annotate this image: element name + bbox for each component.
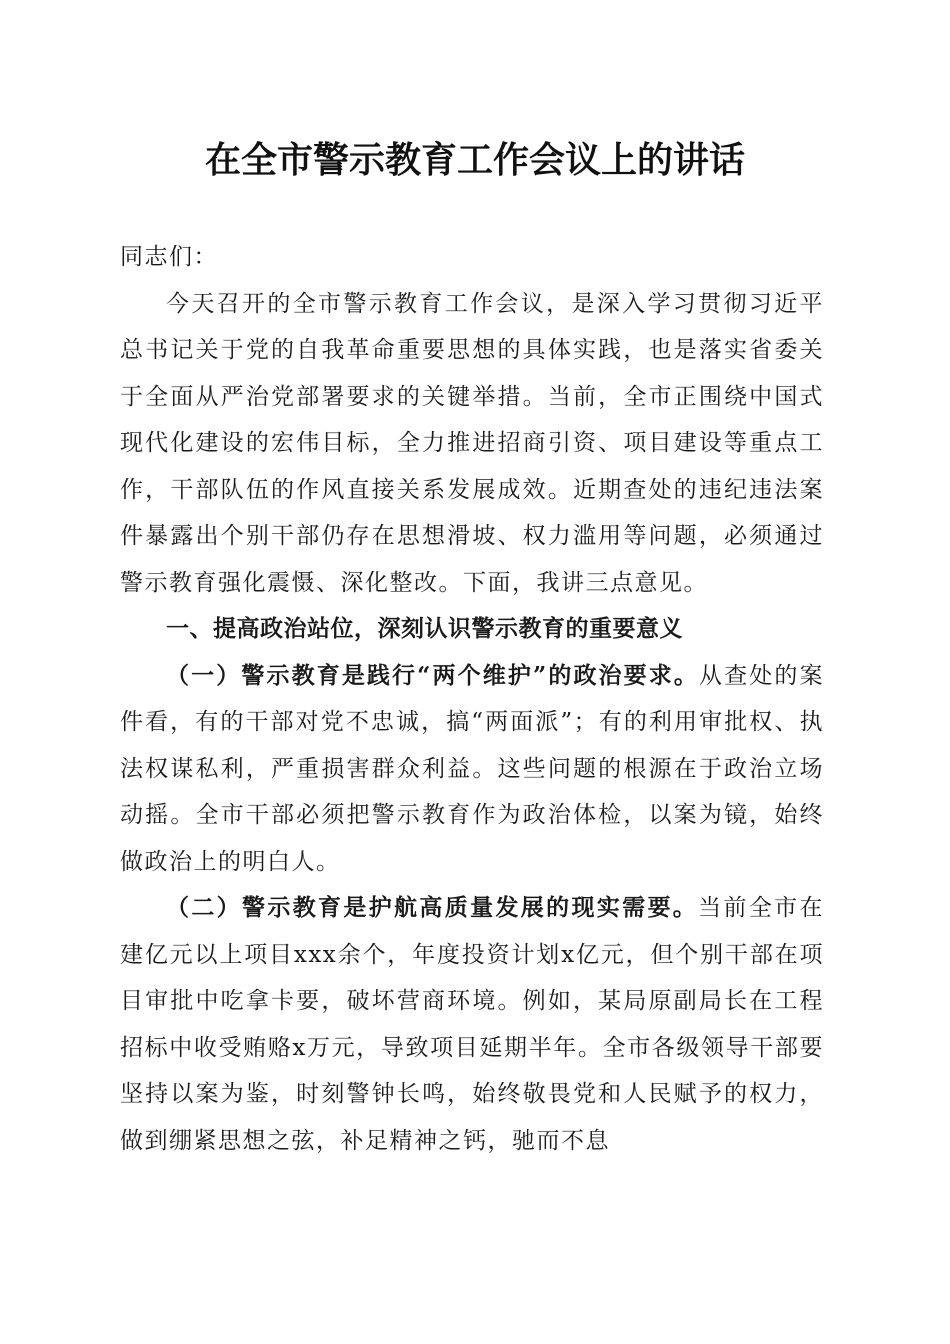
document-body: [120, 234, 824, 1164]
subsection-lead-1: （一）警示教育是践行“两个维护”的政治要求。: [166, 661, 700, 689]
salutation: 同志们：: [120, 244, 218, 270]
subsection-body-2: 当前全市在建亿元以上项目xxx余个，年度投资计划x亿元，但个别干部在项目审批中吃拿卡要，破坏营商环境。例如，某局原副局长在工程招标中收受贿赂x万元，导致项目延期半年。全市各级领导干部要坚持以案为鉴，时刻警钟长鸣，始终敬畏党和人民赋予的权力，做到绷紧思想之弦，补足精神之钙，驰而不息: [120, 895, 825, 1154]
subsection-body-1: 从查处的案件看，有的干部对党不忠诚，搞“两面派”；有的利用审批权、执法权谋私利，严重损害群众利益。这些问题的根源在于政治立场动摇。全市干部必须把警示教育作为政治体检，以案为镜，始终做政治上的明白人。: [120, 662, 824, 875]
intro-paragraph: 今天召开的全市警示教育工作会议，是深入学习贯彻习近平总书记关于党的自我革命重要思想的具体实践，也是落实省委关于全面从严治党部署要求的关键举措。当前，全市正围绕中国式现代化建设的宏伟目标，全力推进招商引资、项目建设等重点工作，干部队伍的作风直接关系发展成效。近期查处的违纪违法案件暴露出个别干部仍存在思想滑坡、权力滥用等问题，必须通过警示教育强化震慑、深化整改。下面，我讲三点意见。: [120, 290, 824, 596]
section-heading-1: 一、提高政治站位，深刻认识警示教育的重要意义: [166, 616, 683, 642]
document-title: 在全市警示教育工作会议上的讲话: [204, 139, 745, 181]
subsection-lead-2: （二）警示教育是护航高质量发展的现实需要。: [166, 894, 699, 921]
subsection-paragraph-1: [120, 653, 824, 886]
subsection-paragraph-2: [120, 885, 824, 1164]
